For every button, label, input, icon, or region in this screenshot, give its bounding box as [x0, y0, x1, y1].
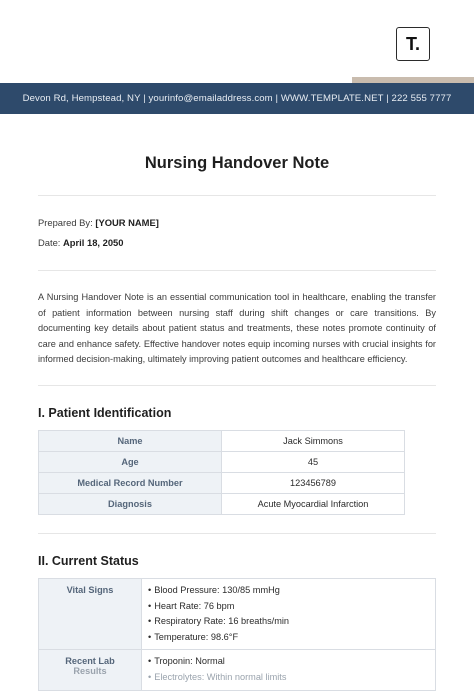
divider [38, 533, 436, 534]
table-row [39, 452, 405, 473]
prepared-by [38, 217, 159, 228]
list-item: • Electrolytes: Within normal limits [148, 670, 429, 686]
vital-signs-values [142, 579, 436, 650]
row-label: Diagnosis [39, 494, 222, 515]
prepared-by-label: Prepared By: [38, 217, 93, 228]
divider [38, 195, 436, 196]
list-item: • Troponin: Normal [148, 654, 429, 670]
row-label: Medical Record Number [39, 473, 222, 494]
divider [38, 385, 436, 386]
contact-bar [0, 83, 474, 114]
section-patient-identification-title: I. Patient Identification [38, 406, 172, 420]
list-item: • Heart Rate: 76 bpm [148, 599, 429, 615]
lab-results-label [39, 650, 142, 690]
lab-label-line-2: Results [73, 666, 107, 677]
table-row [39, 579, 436, 650]
lab-results-values [142, 650, 436, 690]
list-item: • Blood Pressure: 130/85 mmHg [148, 583, 429, 599]
date-label: Date: [38, 237, 61, 248]
row-value: 123456789 [222, 473, 405, 494]
row-value: Acute Myocardial Infarction [222, 494, 405, 515]
contact-text: Devon Rd, Hempstead, NY | yourinfo@emailaddress.com | WWW.TEMPLATE.NET | 222 555 7777 [22, 93, 452, 104]
date-value: April 18, 2050 [63, 237, 124, 248]
document-date [38, 237, 123, 248]
table-row [39, 494, 405, 515]
current-status-table [38, 578, 436, 691]
table-row [39, 431, 405, 452]
row-label: Name [39, 431, 222, 452]
row-value: 45 [222, 452, 405, 473]
divider [38, 270, 436, 271]
logo-letter: T. [405, 33, 420, 54]
list-item: • Temperature: 98.6°F [148, 630, 429, 646]
table-row [39, 473, 405, 494]
row-label: Age [39, 452, 222, 473]
row-value: Jack Simmons [222, 431, 405, 452]
prepared-by-value: [YOUR NAME] [95, 217, 159, 228]
patient-identification-table [38, 430, 405, 515]
table-row [39, 650, 436, 690]
list-item: • Respiratory Rate: 16 breaths/min [148, 614, 429, 630]
intro-paragraph: A Nursing Handover Note is an essential communication tool in healthcare, enabling the transfer of patient information between nursing staff during shift changes or care transitions. By documenting key details about patient status and treatments, these notes promote continuity of care and enhance safety. Effective handover notes equip incoming nurses with crucial insights for informed decision-making, ultimately improving patient outcomes and healthcare efficiency. [38, 292, 436, 365]
section-current-status-title: II. Current Status [38, 554, 139, 568]
document-title: Nursing Handover Note [144, 154, 330, 172]
brand-logo [396, 27, 430, 61]
vital-signs-label: Vital Signs [39, 579, 142, 650]
lab-label-line-1: Recent Lab [65, 656, 115, 667]
